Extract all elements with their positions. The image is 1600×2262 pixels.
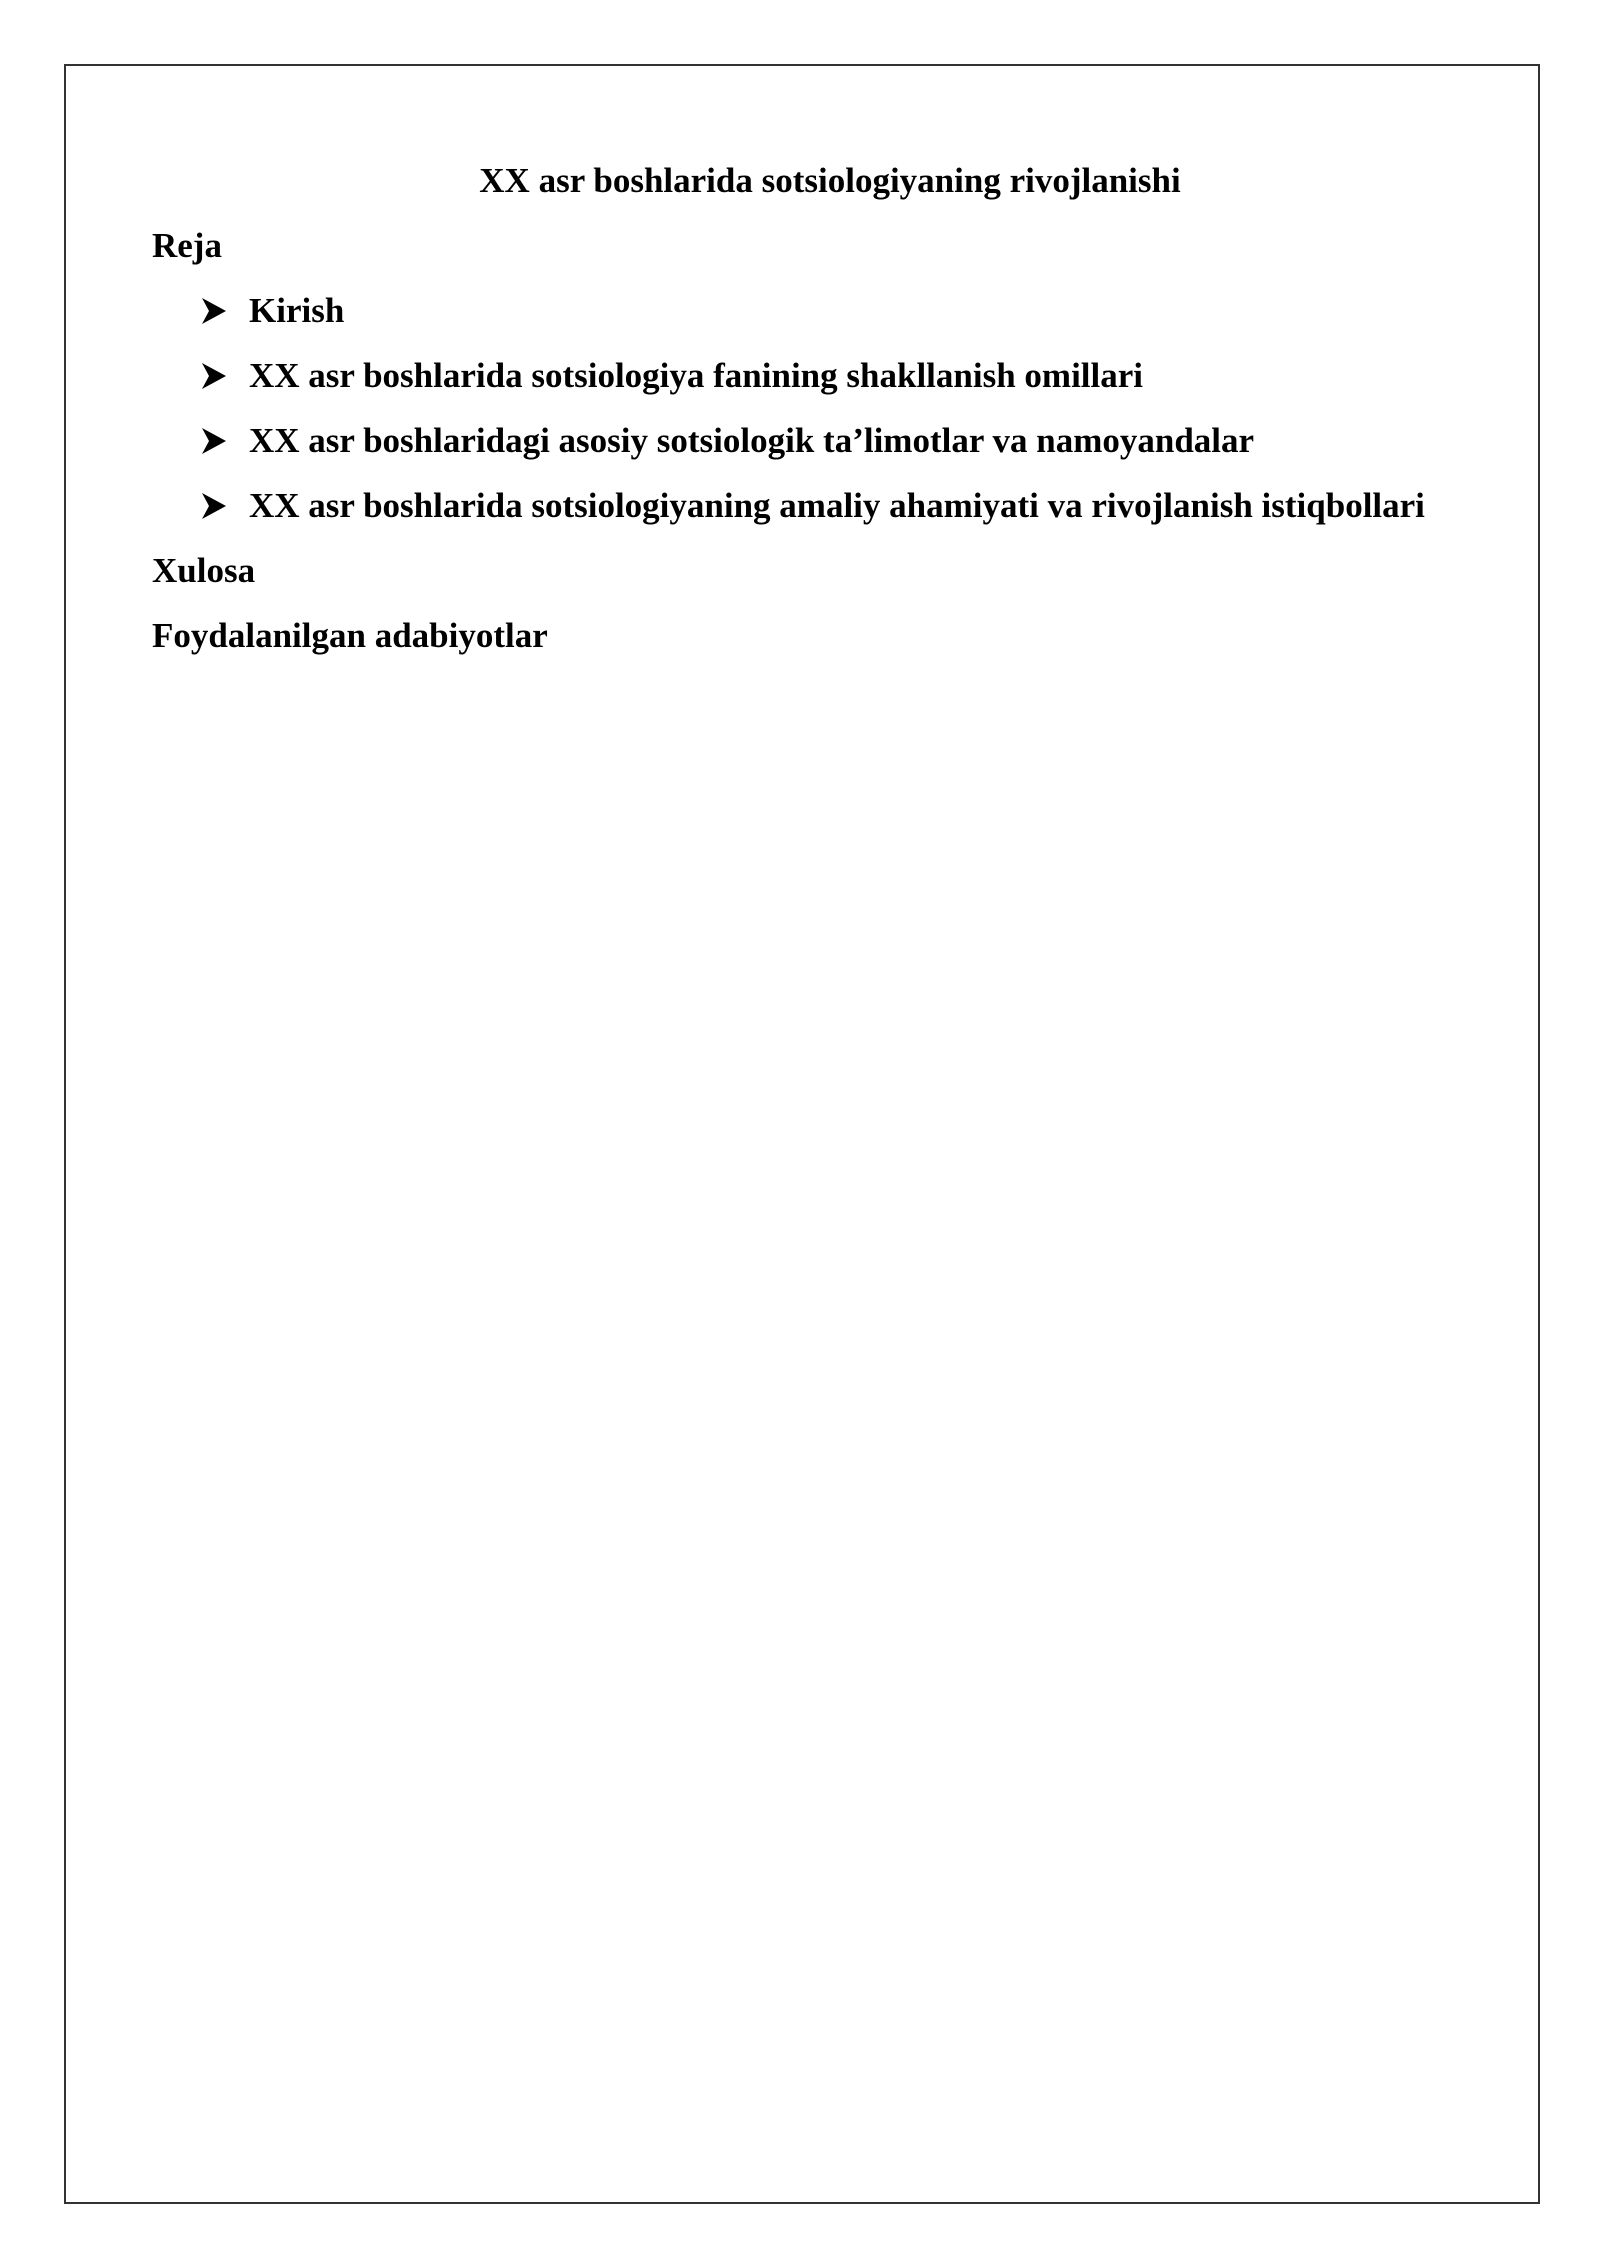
- plan-item-text: XX asr boshlarida sotsiologiyaning amaliy ahamiyati va rivojlanish istiqbollari: [249, 486, 1425, 525]
- page-title: XX asr boshlarida sotsiologiyaning rivojlanishi: [479, 161, 1181, 200]
- plan-list: [152, 278, 1488, 538]
- arrowhead-bullet-icon: [202, 278, 232, 343]
- document-body: [152, 148, 1488, 668]
- arrowhead-bullet-icon: [202, 473, 232, 538]
- plan-heading: Reja: [152, 226, 222, 265]
- references-heading: Foydalanilgan adabiyotlar: [152, 616, 548, 655]
- list-item: [152, 473, 1488, 538]
- list-item: [152, 343, 1488, 408]
- plan-item-text: Kirish: [249, 291, 345, 330]
- plan-item-text: XX asr boshlaridagi asosiy sotsiologik ta’limotlar va namoyandalar: [249, 421, 1255, 460]
- list-item: [152, 278, 1488, 343]
- arrowhead-bullet-icon: [202, 343, 232, 408]
- arrowhead-bullet-icon: [202, 408, 232, 473]
- conclusion-heading: Xulosa: [152, 551, 256, 590]
- plan-item-text: XX asr boshlarida sotsiologiya fanining shakllanish omillari: [249, 356, 1144, 395]
- list-item: [152, 408, 1488, 473]
